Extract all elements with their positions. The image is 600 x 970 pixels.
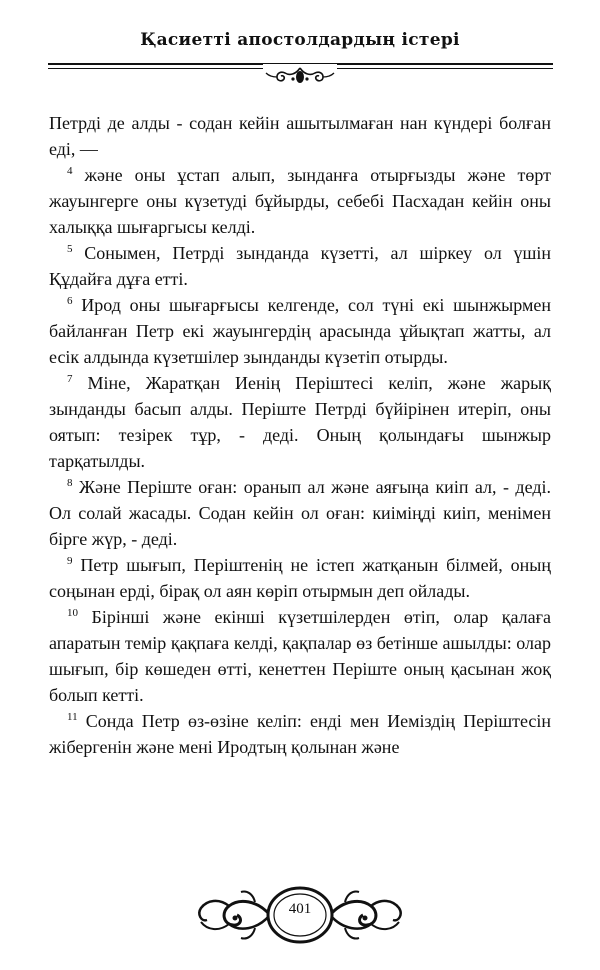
verse-text: Ирод оны шығарғысы келгенде, сол түні екі шынжырмен байланған Петр екі жауынгердің арасында ұйықтап жатты, ал есік алдында күзетшілер зынданды күзетіп отырды. xyxy=(49,295,551,367)
page-number: 401 xyxy=(288,901,312,917)
verse-number: 6 xyxy=(67,295,73,307)
verse-4 xyxy=(49,162,551,240)
verse-11 xyxy=(49,708,551,760)
verse-number: 5 xyxy=(67,243,73,255)
verse-text: Және Періште оған: оранып ал және аяғыңа киіп ал, - деді. Ол солай жасады. Содан кейін ол оған: киіміңді киіп, менімен бірге жүр, - деді. xyxy=(49,477,551,549)
verse-9 xyxy=(49,552,551,604)
verse-number: 4 xyxy=(67,165,73,177)
running-header-title: Қасиетті апостолдардың істері xyxy=(140,30,460,50)
page-body xyxy=(49,110,551,760)
verse-text: Бірінші және екінші күзетшілерден өтіп, олар қалаға апаратын темір қақпаға келді, қақпалар өз бетінше ашылды: олар шығып, бір көшеден өтті, кенеттен Періште оның қасынан жоқ болып кетті. xyxy=(49,607,551,705)
verse-10 xyxy=(49,604,551,708)
verse-number: 9 xyxy=(67,555,73,567)
ornament-flourish-icon xyxy=(263,64,337,86)
paragraph-lead: Петрді де алды - содан кейін ашытылмаған нан күндері болған еді, — xyxy=(49,113,551,159)
verse-text: Міне, Жаратқан Иенің Періштесі келіп, және жарық зынданды басып алды. Періште Петрді бүйірінен итеріп, оны оятып: тезірек тұр, - деді. Оның қолындағы шынжыр тарқатылды. xyxy=(49,373,552,471)
verse-number: 11 xyxy=(67,711,78,723)
verse-7 xyxy=(49,370,551,474)
verse-text: Петр шығып, Періштенің не істеп жатқанын білмей, оның соңынан ерді, бірақ ол аян көріп отырмын деп ойлады. xyxy=(49,555,551,601)
verse-8 xyxy=(49,474,551,552)
verse-5 xyxy=(49,240,551,292)
verse-number: 7 xyxy=(67,373,73,385)
verse-number: 8 xyxy=(67,477,73,489)
verse-6 xyxy=(49,292,551,370)
verse-text: Сонымен, Петрді зынданда күзетті, ал шіркеу ол үшін Құдайға дұға етті. xyxy=(49,243,551,289)
verse-text: және оны ұстап алып, зынданға отырғызды және төрт жауынгерге оны күзетуді бұйырды, себебі Пасхадан кейін оны халыққа шығаргысы келді. xyxy=(49,165,552,237)
verse-text: Сонда Петр өз-өзіне келіп: енді мен Иеміздің Періштесін жібергенін және мені Иродтың қолынан және xyxy=(49,711,552,757)
verse-number: 10 xyxy=(67,607,78,619)
